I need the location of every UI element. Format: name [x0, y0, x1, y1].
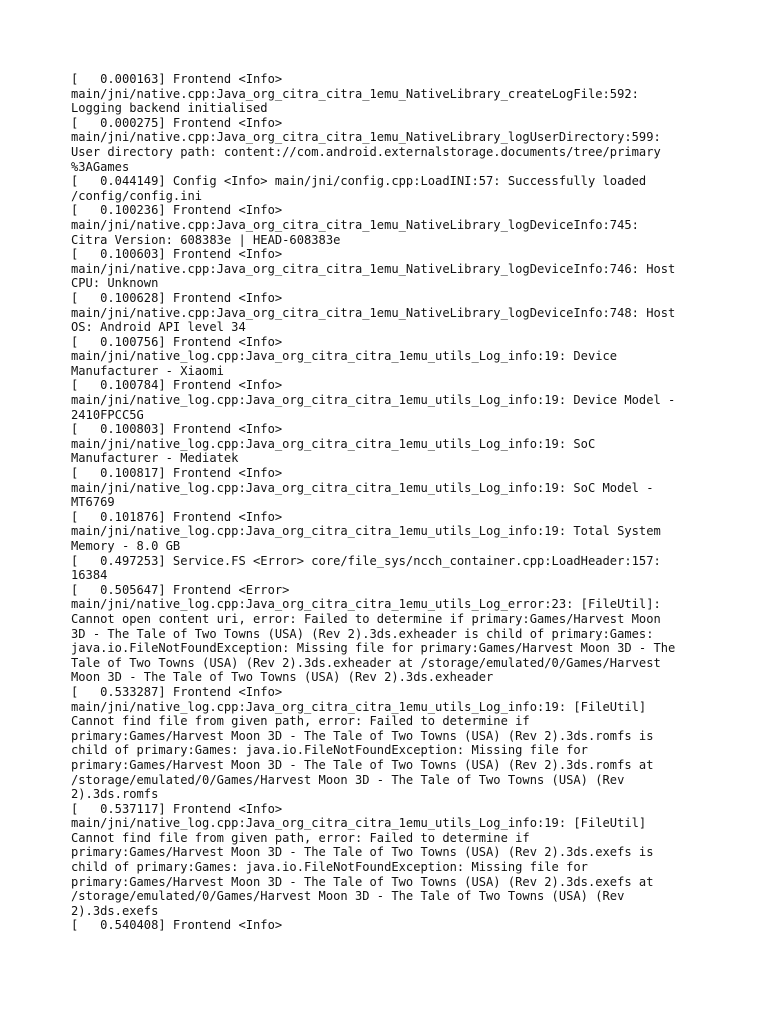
log-line: primary:Games/Harvest Moon 3D - The Tale of Two Towns (USA) (Rev 2).3ds.romfs is	[71, 728, 654, 743]
log-line: [ 0.000163] Frontend <Info>	[71, 72, 283, 86]
log-line: Tale of Two Towns (USA) (Rev 2).3ds.exheader at /storage/emulated/0/Games/Harvest	[71, 655, 661, 670]
log-line: main/jni/native.cpp:Java_org_citra_citra_1emu_NativeLibrary_logDeviceInfo:745:	[71, 217, 639, 232]
log-line: [ 0.100756] Frontend <Info>	[71, 334, 283, 349]
log-line: main/jni/native_log.cpp:Java_org_citra_citra_1emu_utils_Log_info:19: [FileUtil]	[71, 699, 647, 714]
log-line: primary:Games/Harvest Moon 3D - The Tale of Two Towns (USA) (Rev 2).3ds.exefs is	[71, 845, 654, 860]
log-line: %3AGames	[71, 159, 130, 174]
log-line: /storage/emulated/0/Games/Harvest Moon 3D - The Tale of Two Towns (USA) (Rev	[71, 772, 625, 787]
log-line: [ 0.100603] Frontend <Info>	[71, 247, 283, 262]
log-line: OS: Android API level 34	[71, 320, 246, 335]
log-line: main/jni/native_log.cpp:Java_org_citra_citra_1emu_utils_Log_info:19: Device	[71, 349, 618, 364]
log-line: main/jni/native_log.cpp:Java_org_citra_citra_1emu_utils_Log_info:19: Total System	[71, 524, 661, 539]
log-line: main/jni/native_log.cpp:Java_org_citra_citra_1emu_utils_Log_error:23: [FileUtil]:	[71, 597, 661, 612]
log-line: main/jni/native.cpp:Java_org_citra_citra_1emu_NativeLibrary_logUserDirectory:599:	[71, 130, 661, 145]
log-line: Cannot open content uri, error: Failed to determine if primary:Games/Harvest Moon	[71, 611, 661, 626]
log-line: /storage/emulated/0/Games/Harvest Moon 3D - The Tale of Two Towns (USA) (Rev	[71, 889, 625, 904]
log-line: child of primary:Games: java.io.FileNotFoundException: Missing file for	[71, 860, 588, 875]
log-line: [ 0.540408] Frontend <Info>	[71, 918, 283, 933]
log-line: main/jni/native.cpp:Java_org_citra_citra_1emu_NativeLibrary_createLogFile:592:	[71, 86, 639, 101]
log-line: java.io.FileNotFoundException: Missing file for primary:Games/Harvest Moon 3D - The	[71, 641, 676, 656]
log-line: Cannot find file from given path, error: Failed to determine if	[71, 830, 530, 845]
log-line: 2).3ds.romfs	[71, 787, 159, 802]
log-text-block	[71, 72, 711, 933]
log-line: main/jni/native_log.cpp:Java_org_citra_citra_1emu_utils_Log_info:19: [FileUtil]	[71, 816, 647, 831]
log-line: Moon 3D - The Tale of Two Towns (USA) (Rev 2).3ds.exheader	[71, 670, 494, 685]
log-line: [ 0.100236] Frontend <Info>	[71, 203, 283, 218]
log-line: [ 0.100784] Frontend <Info>	[71, 378, 283, 393]
log-line: /config/config.ini	[71, 188, 203, 203]
log-line: Logging backend initialised	[71, 101, 268, 116]
log-line: [ 0.100628] Frontend <Info>	[71, 290, 283, 305]
log-line: Manufacturer - Xiaomi	[71, 363, 224, 378]
log-line: [ 0.505647] Frontend <Error>	[71, 582, 290, 597]
log-line: User directory path: content://com.android.externalstorage.documents/tree/primary	[71, 144, 661, 159]
log-line: [ 0.100803] Frontend <Info>	[71, 422, 283, 437]
log-line: main/jni/native_log.cpp:Java_org_citra_citra_1emu_utils_Log_info:19: SoC Model -	[71, 480, 654, 495]
log-line: main/jni/native_log.cpp:Java_org_citra_citra_1emu_utils_Log_info:19: SoC	[71, 436, 596, 451]
log-line: [ 0.044149] Config <Info> main/jni/config.cpp:LoadINI:57: Successfully loaded	[71, 174, 647, 189]
log-line: main/jni/native.cpp:Java_org_citra_citra_1emu_NativeLibrary_logDeviceInfo:746: Host	[71, 261, 676, 276]
log-line: [ 0.533287] Frontend <Info>	[71, 684, 283, 699]
log-line: 2410FPCC5G	[71, 407, 144, 422]
log-line: [ 0.497253] Service.FS <Error> core/file_sys/ncch_container.cpp:LoadHeader:157:	[71, 553, 661, 568]
log-line: child of primary:Games: java.io.FileNotFoundException: Missing file for	[71, 743, 588, 758]
log-line: Cannot find file from given path, error: Failed to determine if	[71, 714, 530, 729]
log-line: primary:Games/Harvest Moon 3D - The Tale of Two Towns (USA) (Rev 2).3ds.exefs at	[71, 874, 654, 889]
log-line: [ 0.537117] Frontend <Info>	[71, 801, 283, 816]
log-line: 16384	[71, 568, 108, 583]
log-line: primary:Games/Harvest Moon 3D - The Tale of Two Towns (USA) (Rev 2).3ds.romfs at	[71, 757, 654, 772]
log-line: MT6769	[71, 495, 115, 510]
log-line: [ 0.101876] Frontend <Info>	[71, 509, 283, 524]
log-line: [ 0.000275] Frontend <Info>	[71, 115, 283, 130]
log-line: Manufacturer - Mediatek	[71, 451, 239, 466]
log-line: main/jni/native_log.cpp:Java_org_citra_citra_1emu_utils_Log_info:19: Device Model -	[71, 393, 676, 408]
log-line: 3D - The Tale of Two Towns (USA) (Rev 2).3ds.exheader is child of primary:Games:	[71, 626, 654, 641]
log-line: Citra Version: 608383e | HEAD-608383e	[71, 232, 341, 247]
log-line: CPU: Unknown	[71, 276, 159, 291]
log-line: Memory - 8.0 GB	[71, 539, 181, 553]
log-line: [ 0.100817] Frontend <Info>	[71, 466, 283, 481]
log-line: 2).3ds.exefs	[71, 903, 159, 918]
log-line: main/jni/native.cpp:Java_org_citra_citra_1emu_NativeLibrary_logDeviceInfo:748: Host	[71, 305, 676, 320]
